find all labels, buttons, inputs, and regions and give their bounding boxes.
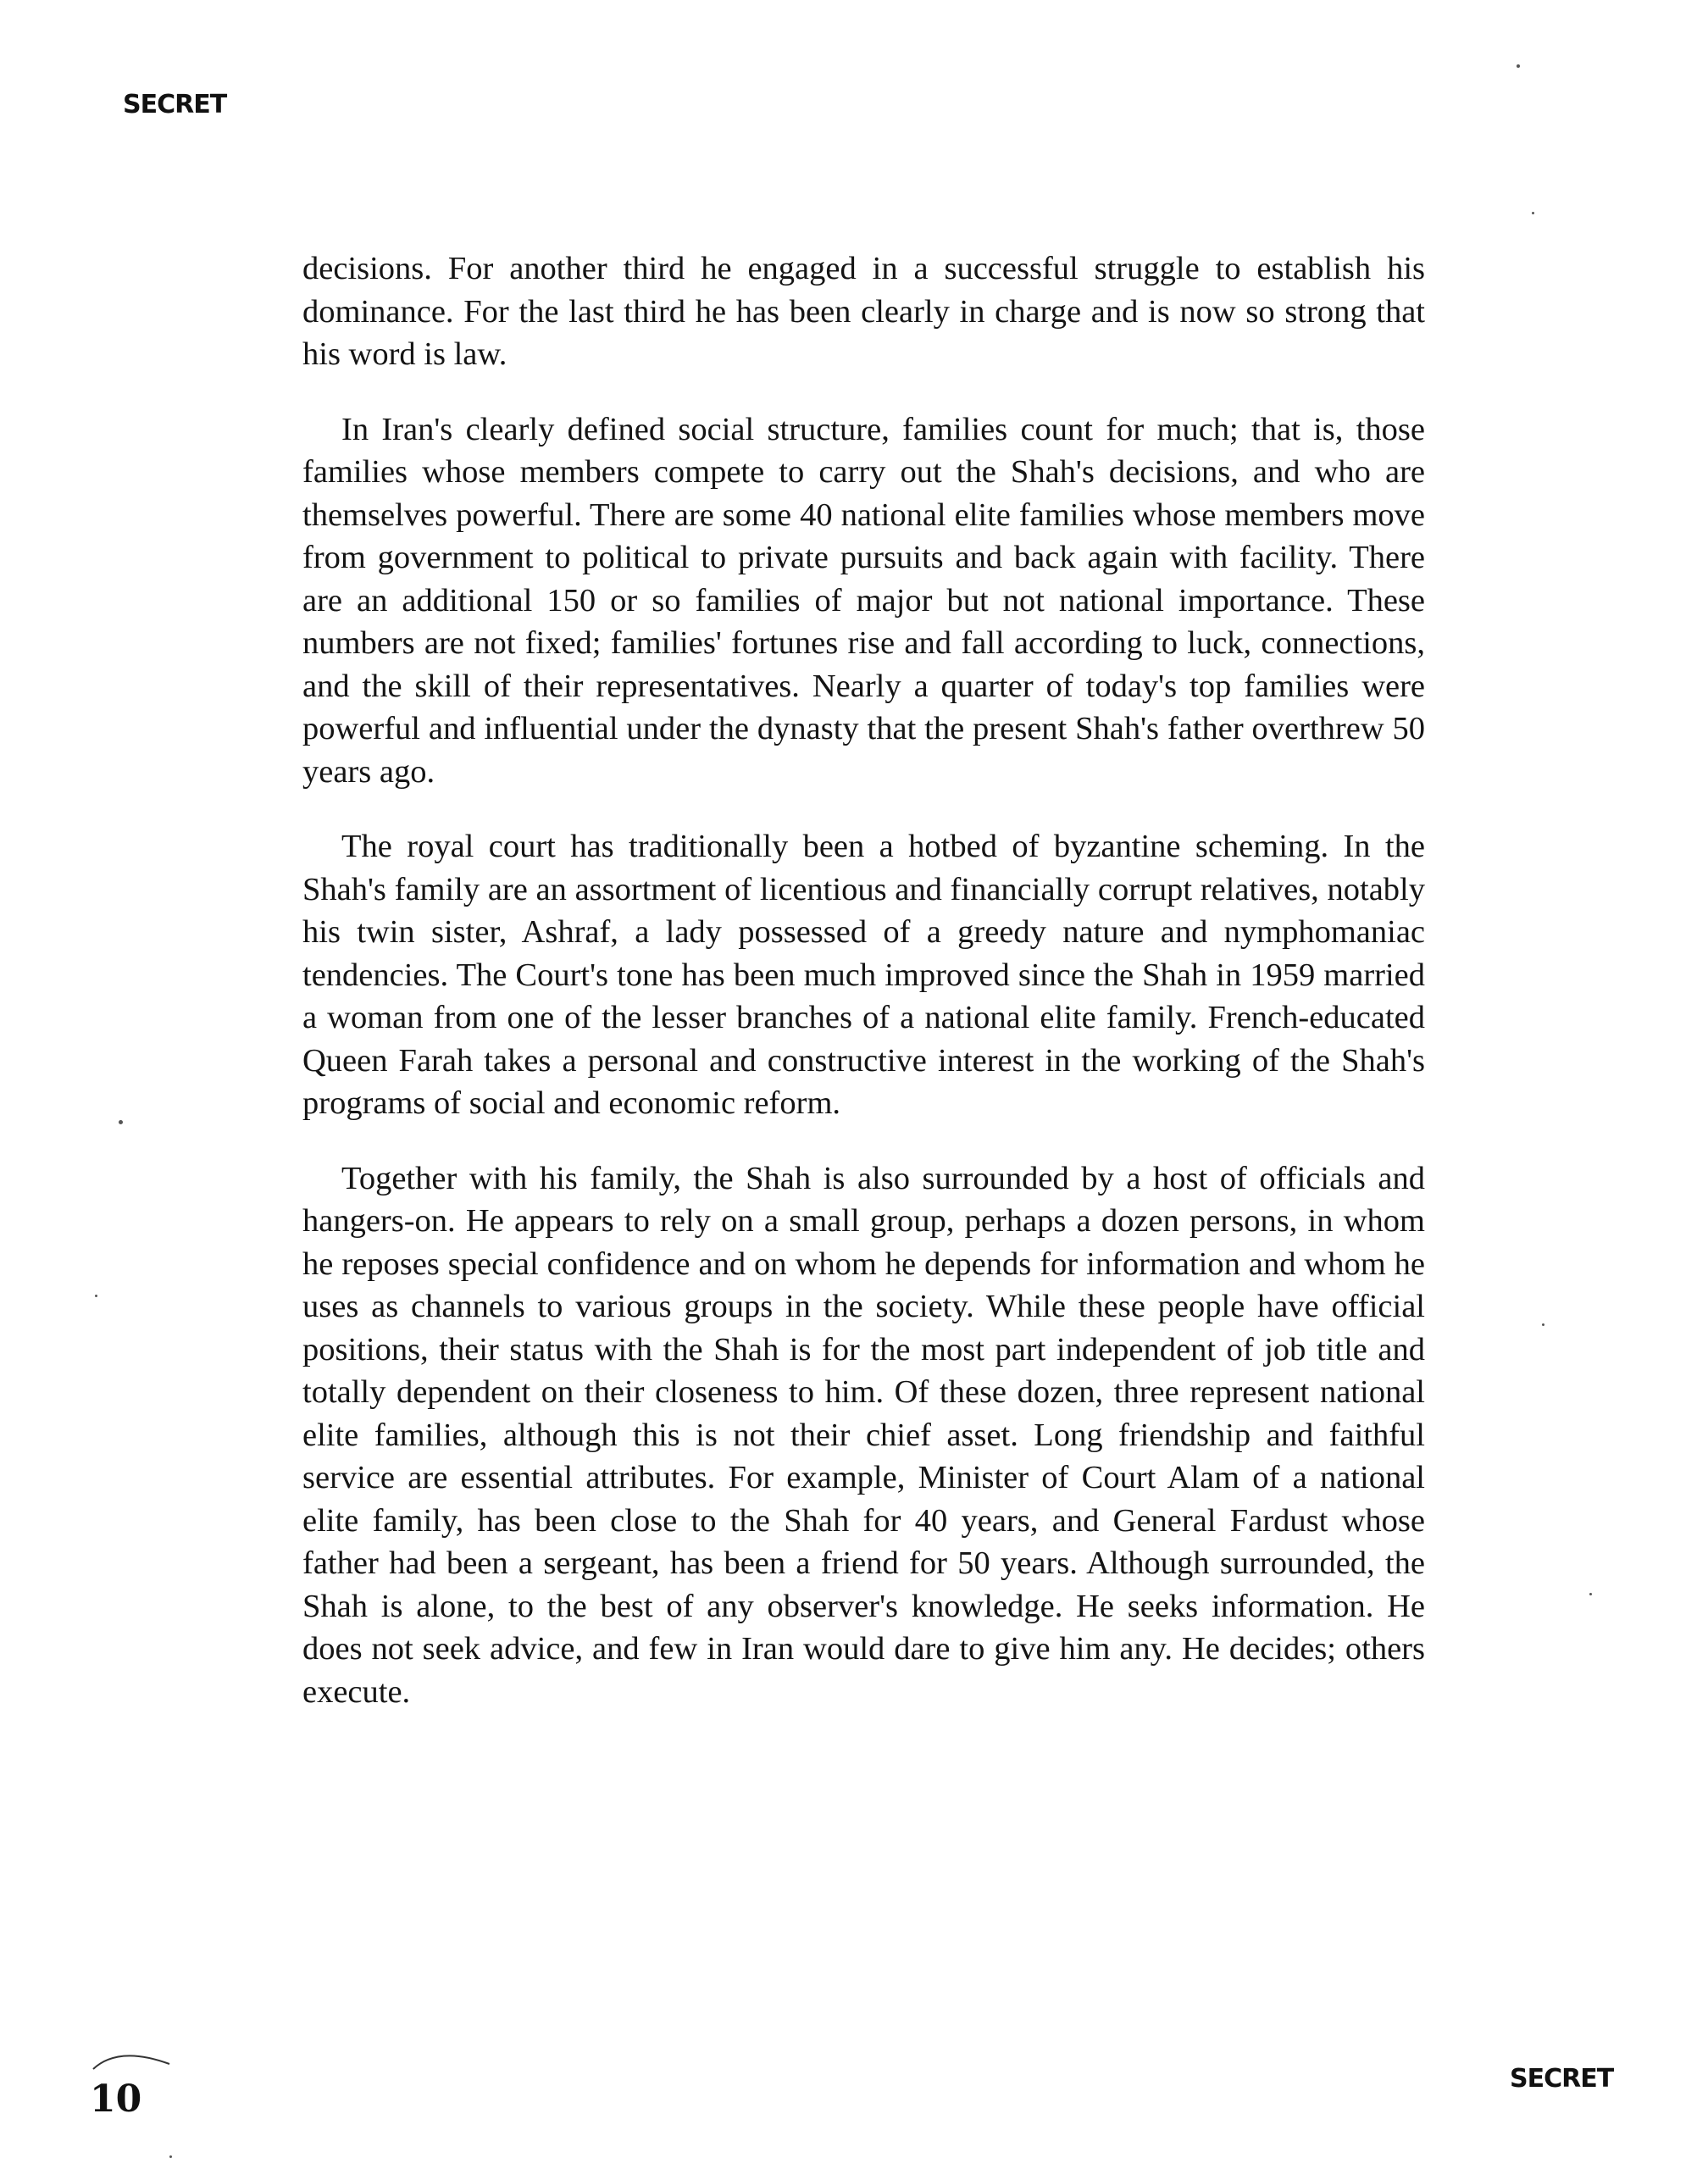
paragraph-1: decisions. For another third he engaged in a successful struggle to establish his dominance. For the last third he has been clearly in charge and is now so strong that his word is law. (302, 251, 1425, 372)
page-number: 10 (90, 2077, 142, 2121)
scan-speck (1517, 64, 1520, 68)
paragraph-4: Together with his family, the Shah is also surrounded by a host of officials and hangers-on. He appears to rely on a small group, perhaps a dozen persons, in whom he reposes special confidence and on whom he depends for information and whom he uses as channels to various groups in the society. While these people have official positions, their status with the Shah is for the most part independent of job title and totally dependent on their closeness to him. Of these dozen, three represent national elite families, although this is not their chief asset. Long friendship and faithful service are essential attributes. For example, Minister of Court Alam of a national elite family, has been close to the Shah for 40 years, and General Fardust whose father had been a sergeant, has been a friend for 50 years. Although surrounded, the Shah is alone, to the best of any observer's knowledge. He seeks information. He does not seek advice, and few in Iran would dare to give him any. He decides; others execute. (302, 1160, 1425, 1710)
paragraph-3: The royal court has traditionally been a hotbed of byzantine scheming. In the Shah's family are an assortment of licentious and financially corrupt relatives, notably his twin sister, Ashraf, a lady possessed of a greedy nature and nymphomaniac tendencies. The Court's tone has been much improved since the Shah in 1959 married a woman from one of the lesser branches of a national elite family. French-educated Queen Farah takes a personal and constructive interest in the working of the Shah's programs of social and economic reform. (302, 829, 1425, 1121)
scan-speck (169, 2155, 172, 2158)
scan-speck (95, 1295, 97, 1297)
scan-speck (119, 1120, 123, 1124)
scan-speck (1532, 212, 1534, 214)
paragraph-2: In Iran's clearly defined social structure, families count for much; that is, those families whose members compete to carry out the Shah's decisions, and who are themselves powerful. There are some 40 national elite families whose members move from government to political to private pursuits and back again with facility. There are an additional 150 or so families of major but not national importance. These numbers are not fixed; families' fortunes rise and fall according to luck, connections, and the skill of their representatives. Nearly a quarter of today's top families were powerful and influential under the dynasty that the present Shah's father overthrew 50 years ago. (302, 411, 1425, 790)
classification-marking-bottom: SECRET (1510, 2064, 1614, 2094)
page-number-curve-mark (85, 2040, 186, 2074)
body-text (302, 247, 1425, 1745)
classification-marking-top: SECRET (123, 90, 227, 119)
scan-speck (1589, 1593, 1592, 1595)
scan-speck (1542, 1323, 1544, 1326)
